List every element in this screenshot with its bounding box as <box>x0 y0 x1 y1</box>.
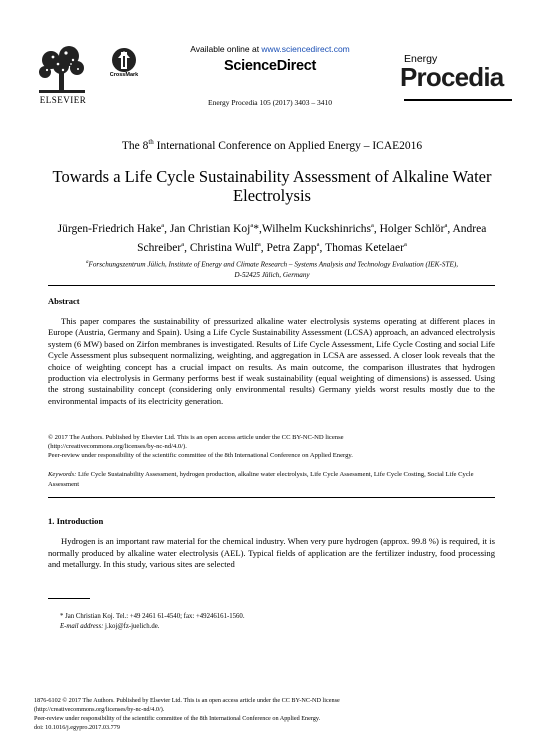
author-name: Jan Christian Koj <box>169 222 251 235</box>
email-address[interactable]: j.koj@fz-juelich.de. <box>103 622 160 630</box>
footnote <box>60 612 490 632</box>
journal-reference: Energy Procedia 105 (2017) 3403 – 3410 <box>207 98 332 107</box>
author-affil-sup: a <box>370 222 374 229</box>
availability-line <box>150 44 390 54</box>
conference-prefix: The 8 <box>121 139 149 152</box>
sciencedirect-link[interactable]: www.sciencedirect.com <box>261 44 350 54</box>
abstract-heading: Abstract <box>48 296 80 306</box>
author-affil-sup: a <box>403 240 407 248</box>
affiliation-line: D-52425 Jülich, Germany <box>234 271 310 280</box>
abstract-body: This paper compares the sustainability of pressurized alkaline water electrolysis systems operating at different places in Europe (Austria, Germany and Spain). Using a Life Cycle Sustainability Assessment (LCSA) approach, an advanced electrolysis system (6 MW) based on Zirfon membranes is investigated. Results of Life Cycle Assessment, Life Cycle Costing and social Life Cycle Assessment plus subsequent normalizing, weighting, and aggregation in LCSA are assessed. A closer look reveals that the choice of weighting concept has a crucial impact on results. As main outcome, the comparison illustrates that hydrogen production via electrolysis in Germany performs best if weak sustainability (equal weighting of dimensions) is assessed. Using the strong sustainability concept (considering only environmental results) Germany yields worst results mostly due to the environmental impacts of its electricity generation. <box>48 316 495 406</box>
author-name: Andrea Schreiber <box>137 222 487 254</box>
divider <box>48 497 495 498</box>
doi-link[interactable]: doi: 10.1016/j.egypro.2017.03.779 <box>34 723 120 731</box>
author-affil-sup: a <box>316 240 320 248</box>
author-separator: , <box>319 241 326 254</box>
author-name: Thomas Ketelaer <box>325 241 404 254</box>
journal-logo-main: Procedia <box>400 62 504 92</box>
email-label: E-mail address: <box>60 622 104 630</box>
abstract-copyright <box>48 433 495 461</box>
journal-logo-top: Energy <box>404 53 438 65</box>
author-separator: , <box>260 241 267 254</box>
license-link[interactable]: (http://creativecommons.org/licenses/by-nc-nd/4.0/). <box>48 443 187 451</box>
keywords-label: Keywords: <box>48 471 77 478</box>
conference-sup: th <box>148 138 154 146</box>
author-separator: , <box>373 222 380 235</box>
author-name: Petra Zapp <box>266 241 317 254</box>
author-separator: , <box>164 222 170 235</box>
section-heading: 1. Introduction <box>48 516 104 526</box>
introduction-body: Hydrogen is an important raw material for the chemical industry. When very pure hydrogen (approx. 99.8 %) is required, it is normally produced by alkaline water electrolysis (AEL). Typical fields of application are the fertilizer industry, food processing and metallurgy. In this study, various sites are selected <box>48 536 495 570</box>
sciencedirect-brand: ScienceDirect <box>223 58 316 74</box>
affiliation <box>40 257 504 281</box>
license-link[interactable]: (http://creativecommons.org/licenses/by-nc-nd/4.0/). <box>34 705 165 713</box>
affiliation-sup: a <box>85 260 89 265</box>
conference-suffix: International Conference on Applied Energy – ICAE2016 <box>153 139 423 152</box>
author-separator: *, <box>253 222 262 235</box>
author-affil-sup: a <box>250 222 254 229</box>
affiliation-line: Forschungszentrum Jülich, Institute of Energy and Climate Research – Systems Analysis and Technology Evaluation (IEK-STE), <box>88 260 459 269</box>
author-separator: , <box>184 241 190 254</box>
footnote-contact: * Jan Christian Koj. Tel.: +49 2461 61-4540; fax: +49246161-1560. <box>60 613 245 620</box>
copyright-line: Peer-review under responsibility of the scientific committee of the 8th International Conference on Applied Energy. <box>48 452 353 460</box>
issn-line: 1876-6102 © 2017 The Authors. Published by Elsevier Ltd. This is an open access article under the CC BY-NC-ND license <box>34 697 340 704</box>
keywords-list: Life Cycle Sustainability Assessment, hydrogen production, alkaline water electrolysis, Life Cycle Assessment, Life Cycle Costing, Social Life Cycle Assessment <box>48 471 474 488</box>
available-prefix: Available online at <box>190 44 262 54</box>
conference-line <box>0 138 544 152</box>
author-list <box>40 218 504 256</box>
divider <box>48 285 495 286</box>
author-separator: , <box>447 222 453 235</box>
author-name: Jürgen-Friedrich Hake <box>57 222 162 235</box>
bottom-notice <box>34 697 504 733</box>
peer-review-line: Peer-review under responsibility of the scientific committee of the 8th International Conference on Applied Energy. <box>34 714 321 722</box>
keywords <box>48 470 495 489</box>
footnote-email-line <box>60 622 490 632</box>
paper-title: Towards a Life Cycle Sustainability Assessment of Alkaline Water Electrolysis <box>52 167 492 205</box>
author-name: Christina Wulf <box>189 241 258 254</box>
author-affil-sup: a <box>444 222 448 229</box>
author-name: Wilhelm Kuckshinrichs <box>261 222 371 235</box>
footnote-rule <box>48 598 90 599</box>
author-affil-sup: a <box>181 240 185 248</box>
journal-logo-rule <box>404 99 512 101</box>
author-affil-sup: a <box>257 240 261 248</box>
author-affil-sup: a <box>161 222 165 229</box>
copyright-line: © 2017 The Authors. Published by Elsevier Ltd. This is an open access article under the CC BY-NC-ND license <box>48 434 344 441</box>
publisher-logo-text: ELSEVIER <box>39 95 87 105</box>
crossmark-label: CrossMark <box>109 72 139 78</box>
author-name: Holger Schlör <box>379 222 445 235</box>
